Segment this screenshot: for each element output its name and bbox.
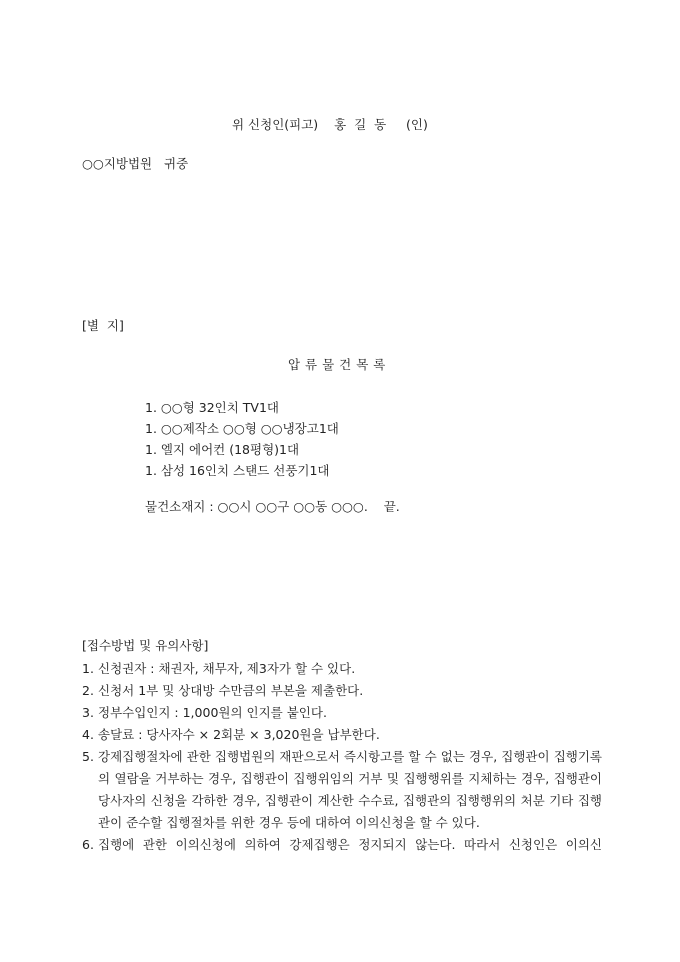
seized-items-list: [145, 400, 339, 484]
note-number: 3.: [82, 705, 94, 720]
note-number: 6.: [82, 837, 94, 852]
seized-item: 1. 삼성 16인치 스탠드 선풍기1대: [145, 463, 330, 478]
note-number: 5.: [82, 749, 94, 764]
seized-items-title: 압 류 물 건 목 록: [288, 357, 386, 372]
note-item: [82, 658, 602, 680]
seized-item: 1. ○○형 32인치 TV1대: [145, 400, 280, 415]
note-text: 강제집행절차에 관한 집행법원의 재판으로서 즉시항고를 할 수 없는 경우, 집행관이 집행기록의 열람을 거부하는 경우, 집행관이 집행위임의 거부 및 집행행위를 지체하는 경우, 집행관이 당사자의 신청을 각하한 경우, 집행관이 계산한 수수료, 집행관의 집행행위의 처분 기타 집행관이 준수할 집행절차를 위한 경우 등에 대하여 이의신청을 할 수 있다.: [98, 749, 602, 830]
note-item: [82, 680, 602, 702]
note-number: 4.: [82, 727, 94, 742]
seized-item: 1. ○○제작소 ○○형 ○○냉장고1대: [145, 421, 339, 436]
note-item: [82, 746, 602, 834]
attachment-label: [별 지]: [82, 318, 124, 333]
notes-heading: [접수방법 및 유의사항]: [82, 638, 209, 653]
note-item: [82, 724, 602, 746]
note-text: 정부수입인지 : 1,000원의 인지를 붙인다.: [98, 705, 327, 720]
note-item: [82, 702, 602, 724]
note-number: 1.: [82, 661, 94, 676]
note-text: 신청서 1부 및 상대방 수만큼의 부본을 제출한다.: [98, 683, 364, 698]
note-number: 2.: [82, 683, 94, 698]
court-addressee: ○○지방법원 귀중: [82, 156, 189, 171]
seized-item: 1. 엘지 에어컨 (18평형)1대: [145, 442, 300, 457]
note-text: 신청권자 : 채권자, 채무자, 제3자가 할 수 있다.: [98, 661, 356, 676]
item-location: 물건소재지 : ○○시 ○○구 ○○동 ○○○. 끝.: [145, 499, 400, 514]
applicant-signature-line: 위 신청인(피고) 홍 길 동 (인): [232, 117, 428, 132]
note-item: [82, 834, 602, 856]
notes-list: [82, 658, 602, 856]
note-text: 집행에 관한 이의신청에 의하여 강제집행은 정지되지 않는다. 따라서 신청인은 이의신: [98, 837, 602, 852]
note-text: 송달료 : 당사자수 × 2회분 × 3,020원을 납부한다.: [98, 727, 380, 742]
